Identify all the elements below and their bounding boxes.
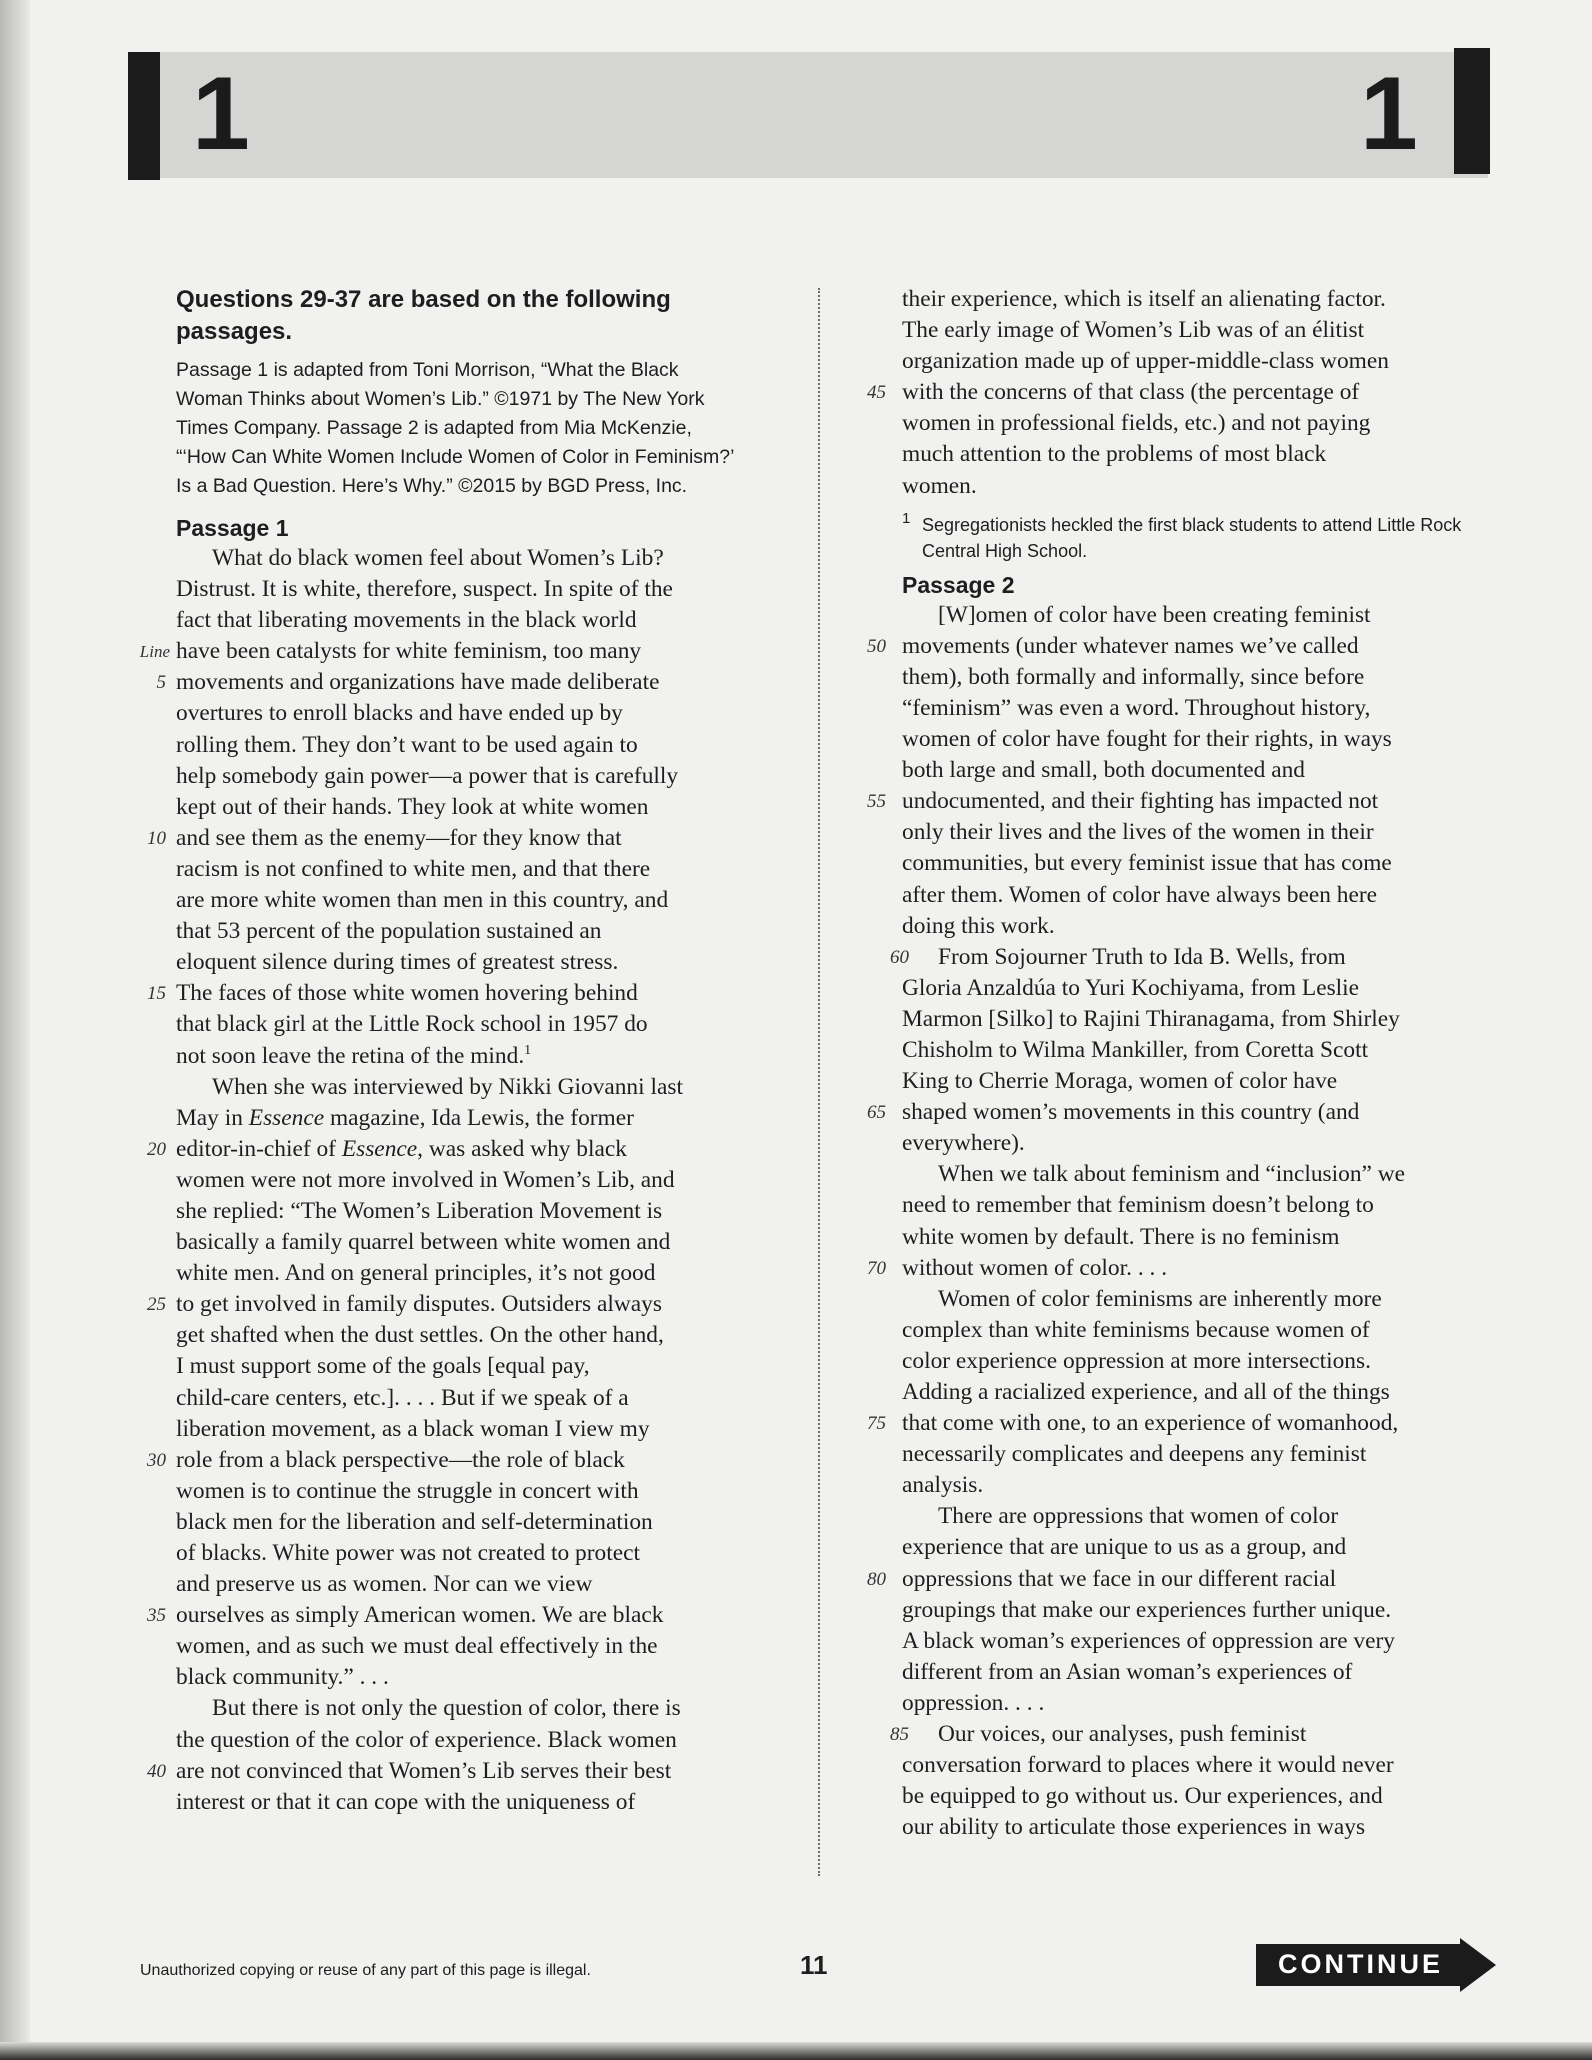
passage-line: their experience, which is itself an alienating factor. bbox=[902, 286, 1386, 312]
passage-line: But there is not only the question of color, there is bbox=[212, 1695, 681, 1722]
passage-line: of blacks. White power was not created to protect bbox=[176, 1540, 640, 1566]
passage-line: Women of color feminisms are inherently more bbox=[938, 1285, 1382, 1312]
page-bottom-edge bbox=[0, 2042, 1592, 2060]
footnote: 1 Segregationists heckled the first black students to attend Little Rock Central High School. bbox=[902, 512, 1482, 564]
line-number: 75 bbox=[867, 1413, 886, 1435]
passage-line: them), both formally and informally, since before bbox=[902, 663, 1365, 690]
passage-line: get shafted when the dust settles. On the other hand, bbox=[176, 1322, 664, 1349]
passage-line: The early image of Women’s Lib was of an élitist bbox=[902, 317, 1365, 344]
line-number: 30 bbox=[147, 1449, 166, 1471]
passage-line: 55 undocumented, and their fighting has impacted not bbox=[902, 786, 1502, 817]
passage-1-continued-text bbox=[867, 284, 1502, 502]
line-number: 5 bbox=[156, 672, 166, 694]
passage-line: There are oppressions that women of color bbox=[938, 1503, 1339, 1530]
passage-line: that black girl at the Little Rock school in 1957 do bbox=[176, 1011, 648, 1038]
passage-line: 5 movements and organizations have made deliberate bbox=[176, 667, 776, 698]
passage-line: 60 From Sojourner Truth to Ida B. Wells, from bbox=[902, 942, 1502, 973]
passage-line: 15 The faces of those white women hovering behind bbox=[176, 978, 776, 1009]
passage-line: organization made up of upper-middle-class women bbox=[902, 348, 1389, 375]
passage-line: Distrust. It is white, therefore, suspect. In spite of the bbox=[176, 576, 673, 603]
line-number: 55 bbox=[867, 791, 886, 813]
passage-line: women in professional fields, etc.) and not paying bbox=[902, 410, 1371, 437]
passage-line: racism is not confined to white men, and that there bbox=[176, 855, 651, 882]
passage-line: everywhere). bbox=[902, 1130, 1025, 1157]
line-number: 20 bbox=[147, 1138, 166, 1160]
passage-line: What do black women feel about Women’s Lib? bbox=[212, 545, 664, 571]
passage-line: groupings that make our experiences further unique. bbox=[902, 1596, 1392, 1623]
line-number: 35 bbox=[147, 1605, 166, 1627]
passage-line: I must support some of the goals [equal pay, bbox=[176, 1353, 590, 1380]
passage-line: women, and as such we must deal effectively in the bbox=[176, 1633, 658, 1660]
passage-line: 25 to get involved in family disputes. Outsiders always bbox=[176, 1289, 776, 1320]
passage-line: both large and small, both documented and bbox=[902, 757, 1305, 784]
line-number: 10 bbox=[147, 827, 166, 849]
passage-line: need to remember that feminism doesn’t belong to bbox=[902, 1192, 1374, 1219]
passage-line: “feminism” was even a word. Throughout history, bbox=[902, 694, 1371, 721]
passage-line: 45 with the concerns of that class (the percentage of bbox=[902, 377, 1502, 408]
page-edge-shadow bbox=[0, 0, 30, 2060]
passage-line: oppression. . . . bbox=[902, 1689, 1045, 1716]
passage-line: after them. Women of color have always been here bbox=[902, 881, 1378, 908]
right-column bbox=[867, 284, 1502, 1843]
passage-line: communities, but every feminist issue that has come bbox=[902, 850, 1392, 877]
passage-1-title: Passage 1 bbox=[176, 515, 289, 541]
line-number: 65 bbox=[867, 1102, 886, 1124]
section-marker-bar-left bbox=[128, 52, 160, 180]
passage-line: women of color have fought for their rights, in ways bbox=[902, 726, 1392, 753]
passage-line: May in Essence magazine, Ida Lewis, the former bbox=[176, 1104, 634, 1131]
line-number: 85 bbox=[890, 1724, 909, 1746]
passage-line: that 53 percent of the population sustained an bbox=[176, 918, 602, 945]
line-number: 50 bbox=[867, 635, 886, 657]
line-number: 40 bbox=[147, 1760, 166, 1782]
passage-line: 50 movements (under whatever names we’ve called bbox=[902, 631, 1502, 662]
line-number: 60 bbox=[890, 946, 909, 968]
passage-line: and preserve us as women. Nor can we view bbox=[176, 1571, 593, 1598]
section-marker-bar-right bbox=[1454, 48, 1490, 174]
passage-line: 20 editor-in-chief of Essence, was asked why black bbox=[176, 1134, 776, 1165]
footnote-mark: 1 bbox=[902, 509, 911, 527]
passage-line: interest or that it can cope with the uniqueness of bbox=[176, 1788, 636, 1815]
passage-line: fact that liberating movements in the black world bbox=[176, 607, 637, 634]
passage-line: different from an Asian woman’s experiences of bbox=[902, 1658, 1353, 1685]
magazine-title: Essence bbox=[341, 1135, 418, 1162]
passage-2-title: Passage 2 bbox=[902, 571, 1015, 598]
passage-line: [W]omen of color have been creating feminist bbox=[938, 601, 1371, 628]
passage-line: be equipped to go without us. Our experiences, and bbox=[902, 1783, 1383, 1810]
passage-line: King to Cherrie Moraga, women of color have bbox=[902, 1068, 1338, 1095]
page-number: 11 bbox=[800, 1950, 828, 1980]
section-header-band bbox=[128, 52, 1488, 178]
passage-line: 40 are not convinced that Women’s Lib serves their best bbox=[176, 1756, 776, 1787]
passage-1-text bbox=[139, 543, 776, 1818]
section-number-right: 1 bbox=[1360, 56, 1418, 172]
passage-line: the question of the color of experience. Black women bbox=[176, 1726, 677, 1753]
passage-line: When she was interviewed by Nikki Giovanni last bbox=[212, 1073, 683, 1100]
line-number: 25 bbox=[147, 1294, 166, 1316]
passage-line: much attention to the problems of most black bbox=[902, 441, 1327, 468]
passage-line: are more white women than men in this country, and bbox=[176, 887, 669, 914]
passage-line: rolling them. They don’t want to be used again to bbox=[176, 731, 638, 758]
passage-line: 10 and see them as the enemy—for they know that bbox=[176, 823, 776, 854]
section-number-left: 1 bbox=[192, 56, 250, 172]
passage-line: women were not more involved in Women’s Lib, and bbox=[176, 1166, 675, 1193]
passage-line: Line have been catalysts for white feminism, too many bbox=[176, 636, 776, 667]
magazine-title: Essence bbox=[248, 1104, 325, 1131]
passage-line: A black woman’s experiences of oppression are very bbox=[902, 1627, 1395, 1654]
passage-line: color experience oppression at more intersections. bbox=[902, 1347, 1371, 1374]
passage-line: women. bbox=[902, 472, 977, 499]
passage-line: basically a family quarrel between white women and bbox=[176, 1229, 671, 1256]
questions-intro-heading: Questions 29-37 are based on the following passages. bbox=[176, 286, 671, 345]
passage-line: white women by default. There is no feminism bbox=[902, 1223, 1340, 1250]
continue-label: CONTINUE bbox=[1278, 1949, 1443, 1979]
left-column bbox=[139, 284, 776, 1818]
passage-line: 70 without women of color. . . . bbox=[902, 1253, 1502, 1284]
passage-line: 30 role from a black perspective—the role of black bbox=[176, 1445, 776, 1476]
passage-line: child-care centers, etc.]. . . . But if we speak of a bbox=[176, 1384, 629, 1411]
passage-line: 65 shaped women’s movements in this country (and bbox=[902, 1097, 1502, 1128]
passage-line: necessarily complicates and deepens any feminist bbox=[902, 1441, 1367, 1468]
line-number: 15 bbox=[147, 983, 166, 1005]
passage-line: experience that are unique to us as a group, and bbox=[902, 1534, 1347, 1561]
passage-line: eloquent silence during times of greatest stress. bbox=[176, 949, 619, 976]
passage-line: complex than white feminisms because women of bbox=[902, 1316, 1370, 1343]
passage-line: liberation movement, as a black woman I view my bbox=[176, 1415, 650, 1442]
passage-line: only their lives and the lives of the women in their bbox=[902, 819, 1374, 846]
footnote-reference: 1 bbox=[524, 1042, 532, 1058]
passage-line: help somebody gain power—a power that is carefully bbox=[176, 762, 679, 789]
line-number: 80 bbox=[867, 1568, 886, 1590]
passage-2-text bbox=[867, 600, 1502, 1844]
passage-line: black men for the liberation and self-determination bbox=[176, 1508, 653, 1535]
passage-line: 85 Our voices, our analyses, push feminist bbox=[902, 1719, 1502, 1750]
passage-line: our ability to articulate those experiences in ways bbox=[902, 1814, 1366, 1841]
passage-line: Chisholm to Wilma Mankiller, from Coretta Scott bbox=[902, 1036, 1369, 1063]
passage-line: conversation forward to places where it would never bbox=[902, 1752, 1394, 1779]
passage-line: black community.” . . . bbox=[176, 1664, 389, 1691]
line-number: 70 bbox=[867, 1257, 886, 1279]
passage-line: doing this work. bbox=[902, 912, 1055, 939]
passage-line: When we talk about feminism and “inclusion” we bbox=[938, 1161, 1406, 1188]
continue-button[interactable] bbox=[1256, 1938, 1496, 1992]
passage-line: Adding a racialized experience, and all of the things bbox=[902, 1379, 1390, 1405]
line-label: Line bbox=[139, 642, 170, 662]
passage-line: Gloria Anzaldúa to Yuri Kochiyama, from Leslie bbox=[902, 974, 1360, 1001]
passage-line: 35 ourselves as simply American women. We are black bbox=[176, 1600, 776, 1631]
passage-line: overtures to enroll blacks and have ended up by bbox=[176, 700, 623, 727]
passages-source-note: Passage 1 is adapted from Toni Morrison, “What the Black Woman Thinks about Women’s Lib.” ©1971 by The New York Times Company. Passage 2 is adapted from Mia McKenzie, “‘How Can White Women Include Women of Color in Feminism?’ Is a Bad Question. Here’s Why.” ©2015 by BGD Press, Inc. bbox=[176, 359, 734, 497]
copyright-notice: Unauthorized copying or reuse of any part of this page is illegal. bbox=[140, 1962, 591, 1979]
column-divider bbox=[818, 288, 820, 1876]
passage-line: kept out of their hands. They look at white women bbox=[176, 793, 649, 820]
line-number: 45 bbox=[867, 382, 886, 404]
passage-line: women is to continue the struggle in concert with bbox=[176, 1477, 639, 1504]
passage-line: 75 that come with one, to an experience of womanhood, bbox=[902, 1408, 1502, 1439]
passage-line: white men. And on general principles, it’s not good bbox=[176, 1260, 656, 1287]
passage-line: analysis. bbox=[902, 1472, 984, 1499]
passage-line: Marmon [Silko] to Rajini Thiranagama, from Shirley bbox=[902, 1005, 1400, 1032]
passage-line: she replied: “The Women’s Liberation Movement is bbox=[176, 1197, 663, 1224]
passage-line: not soon leave the retina of the mind.$^1$ bbox=[176, 1042, 532, 1069]
passage-line: 80 oppressions that we face in our different racial bbox=[902, 1564, 1502, 1595]
